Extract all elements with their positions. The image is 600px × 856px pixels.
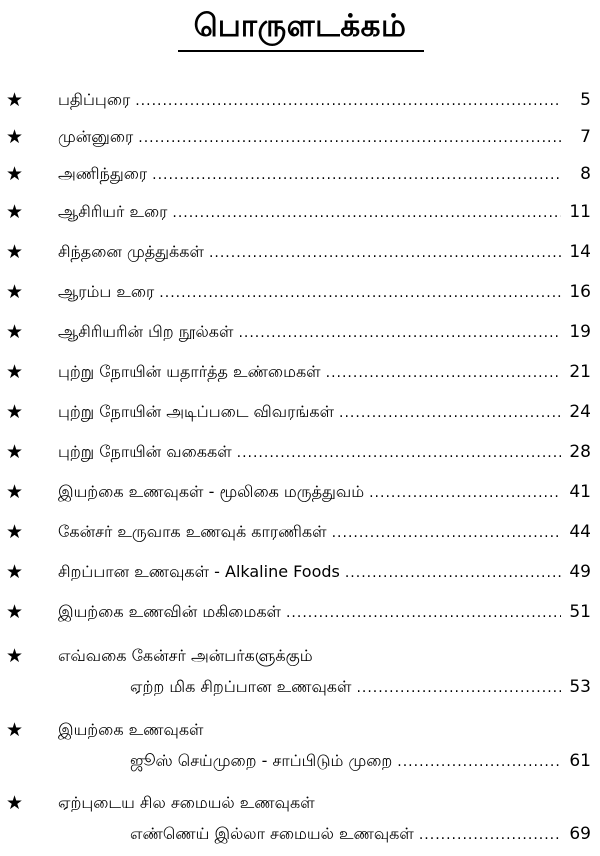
toc-page-number: 49 (569, 562, 591, 582)
toc-page-number: 16 (569, 282, 591, 302)
dot-leader (286, 601, 561, 625)
toc-page-number: 61 (569, 751, 591, 771)
toc-entry-sublabel: ஏற்ற மிக சிறப்பான உணவுகள் (130, 677, 352, 696)
dot-leader (339, 401, 561, 425)
bullet-star-icon: ★ (6, 281, 24, 303)
dot-leader (172, 201, 561, 225)
toc-entry-label: சிறப்பான உணவுகள் - Alkaline Foods (58, 562, 340, 581)
toc-entry-label: இயற்கை உணவுகள் (58, 720, 204, 739)
page-title: பொருளடக்கம் (193, 8, 407, 44)
dot-leader (356, 676, 561, 700)
toc-page-number: 21 (569, 362, 591, 382)
toc-entry-label: எவ்வகை கேன்சர் அன்பர்களுக்கும் (58, 646, 313, 665)
toc-entry-label: அணிந்துரை (58, 164, 148, 183)
bullet-star-icon: ★ (6, 561, 24, 583)
bullet-star-icon: ★ (6, 601, 24, 623)
bullet-star-icon: ★ (6, 645, 24, 667)
toc-page-number: 41 (569, 482, 591, 502)
dot-leader (332, 521, 561, 545)
bullet-star-icon: ★ (6, 321, 24, 343)
dot-leader (209, 241, 561, 265)
bullet-star-icon: ★ (6, 361, 24, 383)
toc-page-number: 11 (569, 202, 591, 222)
dot-leader (419, 823, 561, 847)
toc-page-number: 7 (580, 127, 591, 147)
toc-page-number: 69 (569, 824, 591, 844)
toc-entry-label: ஏற்புடைய சில சமையல் உணவுகள் (58, 793, 315, 812)
dot-leader (345, 561, 561, 585)
bullet-star-icon: ★ (6, 126, 24, 148)
toc-page-number: 28 (569, 442, 591, 462)
bullet-star-icon: ★ (6, 792, 24, 814)
bullet-star-icon: ★ (6, 401, 24, 423)
dot-leader (152, 163, 561, 187)
toc-entry-label: புற்று நோயின் அடிப்படை விவரங்கள் (58, 402, 335, 421)
toc-page-number: 5 (580, 90, 591, 110)
dot-leader (159, 281, 561, 305)
toc-entry-label: புற்று நோயின் வகைகள் (58, 442, 232, 461)
toc-page-number: 24 (569, 402, 591, 422)
toc-entry-label: புற்று நோயின் யதார்த்த உண்மைகள் (58, 362, 321, 381)
bullet-star-icon: ★ (6, 241, 24, 263)
toc-page-number: 44 (569, 522, 591, 542)
bullet-star-icon: ★ (6, 163, 24, 185)
toc-page-number: 8 (580, 164, 591, 184)
toc-page-number: 53 (569, 677, 591, 697)
dot-leader (397, 750, 561, 774)
toc-entry-label: முன்னுரை (58, 127, 134, 146)
bullet-star-icon: ★ (6, 201, 24, 223)
toc-entry-label: ஆசிரியரின் பிற நூல்கள் (58, 322, 234, 341)
dot-leader (238, 321, 561, 345)
bullet-star-icon: ★ (6, 481, 24, 503)
dot-leader (369, 481, 561, 505)
toc-entry-label: சிந்தனை முத்துக்கள் (58, 242, 204, 261)
toc-entry-sublabel: எண்ணெய் இல்லா சமையல் உணவுகள் (130, 824, 414, 843)
dot-leader (138, 126, 561, 150)
toc-entry-label: கேன்சர் உருவாக உணவுக் காரணிகள் (58, 522, 327, 541)
toc-page-number: 51 (569, 602, 591, 622)
toc-entry-label: பதிப்புரை (58, 90, 131, 109)
toc-page-number: 14 (569, 242, 591, 262)
bullet-star-icon: ★ (6, 521, 24, 543)
dot-leader (326, 361, 561, 385)
toc-entry-label: இயற்கை உணவின் மகிமைகள் (58, 602, 281, 621)
bullet-star-icon: ★ (6, 719, 24, 741)
toc-entry-label: இயற்கை உணவுகள் - மூலிகை மருத்துவம் (58, 482, 365, 501)
toc-entry-sublabel: ஜூஸ் செய்முறை - சாப்பிடும் முறை (130, 751, 393, 770)
dot-leader (237, 441, 561, 465)
dot-leader (135, 89, 561, 113)
toc-entry-label: ஆரம்ப உரை (58, 282, 155, 301)
bullet-star-icon: ★ (6, 441, 24, 463)
toc-entry-label: ஆசிரியர் உரை (58, 202, 168, 221)
bullet-star-icon: ★ (6, 89, 24, 111)
toc-page-number: 19 (569, 322, 591, 342)
